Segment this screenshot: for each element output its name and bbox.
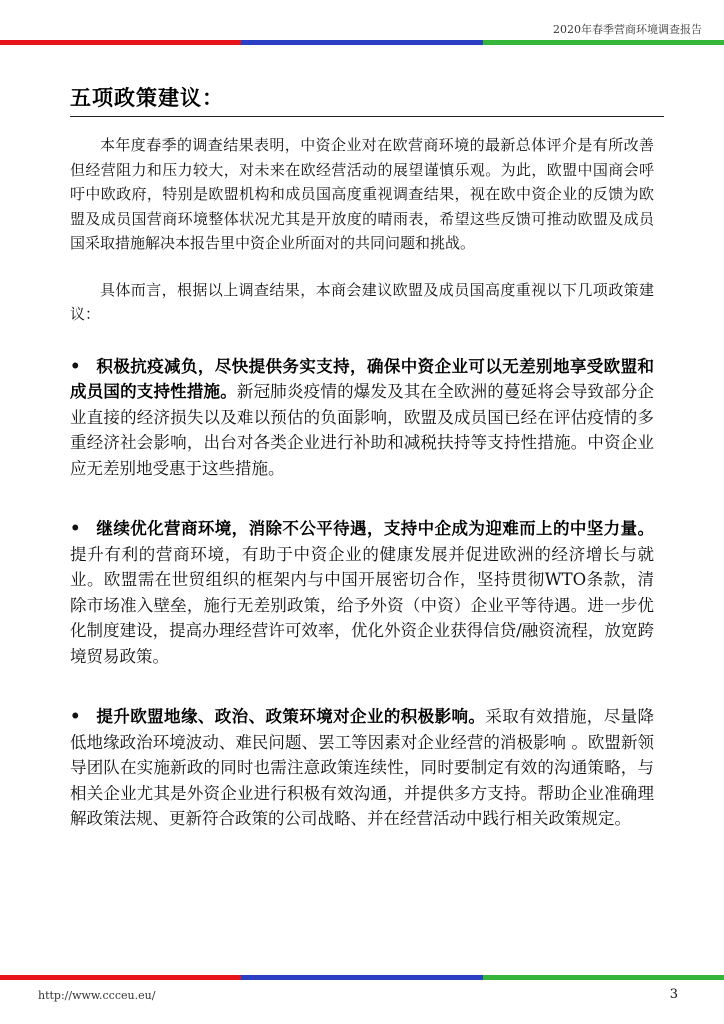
recommendation-3 xyxy=(70,704,654,832)
header-bar-green xyxy=(483,40,724,45)
lead-in-paragraph: 具体而言，根据以上调查结果，本商会建议欧盟及成员国高度重视以下几项政策建议： xyxy=(70,280,654,323)
bullet-icon: • xyxy=(70,356,81,376)
recommendation-1-heading: 积极抗疫减负，尽快提供务实支持，确保中资企业可以无差别地享受欧盟和成员国的支持性措施。 xyxy=(70,356,654,401)
header-bar-blue xyxy=(241,40,482,45)
header-bar-red xyxy=(0,40,241,45)
title-divider xyxy=(70,116,664,117)
footer-color-bar xyxy=(0,975,724,980)
recommendation-2-heading: 继续优化营商环境，消除不公平待遇，支持中企成为迎难而上的中坚力量。 xyxy=(96,519,654,538)
footer-bar-blue xyxy=(241,975,482,980)
recommendation-2-body: 提升有利的营商环境，有助于中资企业的健康发展并促进欧洲的经济增长与就业。欧盟需在世贸组织的框架内与中国开展密切合作，坚持贯彻WTO条款，清除市场准入壁垒，施行无差别政策，给予外资（中资）企业平等待遇。进一步优化制度建设，提高办理经营许可效率，优化外资企业获得信贷/融资流程，放宽跨境贸易政策。 xyxy=(70,544,654,666)
header-color-bar xyxy=(0,40,724,45)
header-title: 2020年春季营商环境调查报告 xyxy=(553,23,702,36)
bullet-icon: • xyxy=(70,519,81,538)
page-number: 3 xyxy=(669,987,678,1002)
recommendation-2 xyxy=(70,516,654,669)
footer-url-link[interactable]: http://www.ccceu.eu/ xyxy=(38,989,156,1002)
intro-paragraph: 本年度春季的调查结果表明，中资企业对在欧营商环境的最新总体评介是有所改善但经营阻力和压力较大，对未来在欧经营活动的展望谨慎乐观。为此，欧盟中国商会呼吁中欧政府，特别是欧盟机构和成员国高度重视调查结果，视在欧中资企业的反馈为欧盟及成员国营商环境整体状况尤其是开放度的晴雨表，希望这些反馈可推动欧盟及成员国采取措施解决本报告里中资企业所面对的共同问题和挑战。 xyxy=(70,136,654,252)
recommendation-1 xyxy=(70,354,654,482)
section-title: 五项政策建议： xyxy=(70,86,224,110)
bullet-icon: • xyxy=(70,707,81,726)
footer-bar-green xyxy=(483,975,724,980)
recommendation-3-heading: 提升欧盟地缘、政治、政策环境对企业的积极影响。 xyxy=(96,707,486,726)
recommendation-1-body: 新冠肺炎疫情的爆发及其在全欧洲的蔓延将会导致部分企业直接的经济损失以及难以预估的负面影响，欧盟及成员国已经在评估疫情的多重经济社会影响，出台对各类企业进行补助和减税扶持等支持性措施。中资企业应无差别地受惠于这些措施。 xyxy=(70,382,655,478)
recommendation-3-body: 采取有效措施，尽量降低地缘政治环境波动、难民问题、罢工等因素对企业经营的消极影响 。欧盟新领导团队在实施新政的同时也需注意政策连续性，同时要制定有效的沟通策略，与相关企业尤其是外资企业进行积极有效沟通，并提供多方支持。帮助企业准确理解政策法规、更新符合政策的公司战略、并在经营活动中践行相关政策规定。 xyxy=(70,707,655,828)
main-content xyxy=(70,133,654,832)
footer-bar-red xyxy=(0,975,241,980)
